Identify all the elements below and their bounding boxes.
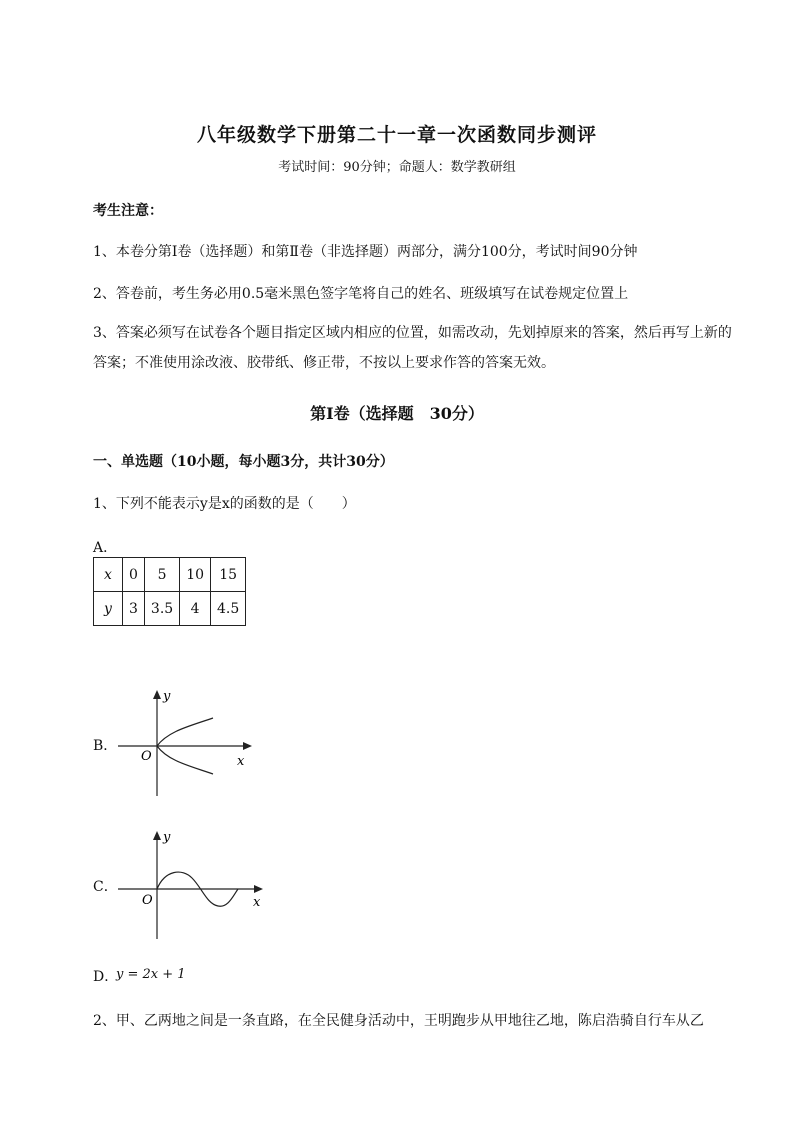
page-title: 八年级数学下册第二十一章一次函数同步测评 (196, 124, 597, 146)
y-axis-label: y (163, 830, 171, 845)
notice-heading: 考生注意： (93, 203, 163, 219)
option-d-formula: y = 2x + 1 (116, 967, 186, 982)
table-cell: 3 (123, 592, 145, 626)
table-cell: 5 (144, 558, 179, 592)
option-c-label: C． (93, 879, 118, 895)
table-cell: y (94, 592, 123, 626)
y-axis-arrow (153, 831, 161, 840)
notice-item-3: 3、答案必须写在试卷各个题目指定区域内相应的位置，如需改动，先划掉原来的答案，然后再写上新的答案；不准使用涂改液、胶带纸、修正带，不按以上要求作答的答案无效。 (93, 325, 732, 371)
notice-item-1: 1、本卷分第I卷（选择题）和第Ⅱ卷（非选择题）两部分，满分100分，考试时间90分钟 (93, 244, 638, 260)
x-axis-label: x (253, 895, 261, 910)
table-cell: 4 (180, 592, 211, 626)
page-subtitle: 考试时间：90分钟；命题人：数学教研组 (278, 160, 516, 175)
option-a-table (93, 557, 246, 626)
table-cell: 3.5 (144, 592, 179, 626)
option-a-label: A． (93, 540, 118, 556)
x-axis-label: x (237, 754, 245, 769)
option-b-graph (110, 686, 270, 801)
question-2-text: 2、甲、乙两地之间是一条直路，在全民健身活动中，王明跑步从甲地往乙地，陈启浩骑自行车从乙 (93, 1013, 704, 1029)
option-b-label: B． (93, 738, 118, 754)
table-row (94, 592, 246, 626)
table-cell: 0 (123, 558, 145, 592)
table-cell: 10 (180, 558, 211, 592)
x-axis-arrow (243, 742, 252, 750)
table-cell: 15 (211, 558, 246, 592)
y-axis-arrow (153, 690, 161, 699)
origin-label: O (142, 893, 153, 908)
y-axis-label: y (163, 689, 171, 704)
origin-label: O (141, 749, 152, 764)
section-title: 第I卷（选择题 30分） (310, 404, 484, 423)
x-axis-arrow (254, 885, 263, 893)
part-heading: 一、单选题（10小题，每小题3分，共计30分） (93, 454, 394, 470)
notice-item-2: 2、答卷前，考生务必用0.5毫米黑色签字笔将自己的姓名、班级填写在试卷规定位置上 (93, 286, 629, 302)
option-d-label: D． (93, 969, 119, 985)
table-row (94, 558, 246, 592)
question-1-text: 1、下列不能表示y是x的函数的是（ ） (93, 496, 356, 512)
table-cell: x (94, 558, 123, 592)
option-c-graph (110, 826, 275, 941)
table-cell: 4.5 (211, 592, 246, 626)
